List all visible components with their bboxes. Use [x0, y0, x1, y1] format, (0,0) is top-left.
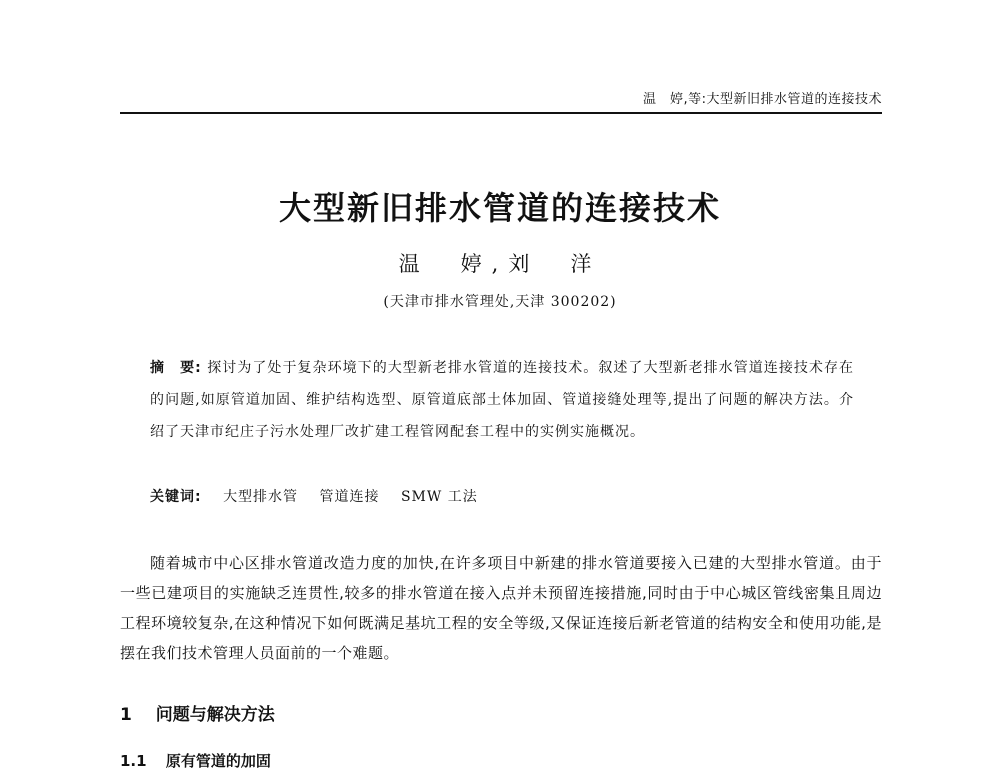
abstract-text: 探讨为了处于复杂环境下的大型新老排水管道的连接技术。叙述了大型新老排水管道连接技术存在的问题,如原管道加固、维护结构选型、原管道底部土体加固、管道接缝处理等,提出了问题的解决方法。介绍了天津市纪庄子污水处理厂改扩建工程管网配套工程中的实例实施概况。	[150, 360, 855, 440]
subsection-title: 原有管道的加固	[165, 752, 271, 770]
affiliation: (天津市排水管理处,天津 300202)	[383, 294, 617, 310]
abstract-label: 摘 要:	[150, 360, 202, 376]
section-number: 1	[120, 705, 132, 725]
keyword-item: 大型排水管	[223, 489, 299, 505]
author-list: 温 婷,刘 洋	[398, 252, 602, 276]
paper-title: 大型新旧排水管道的连接技术	[278, 189, 721, 227]
keyword-item: SMW 工法	[400, 489, 478, 505]
subsection-heading	[120, 750, 271, 771]
section-heading	[120, 700, 275, 725]
keyword-item: 管道连接	[319, 489, 380, 505]
keywords-label: 关键词:	[150, 489, 202, 505]
section-title: 问题与解决方法	[155, 705, 275, 725]
intro-paragraph: 随着城市中心区排水管道改造力度的加快,在许多项目中新建的排水管道要接入已建的大型排水管道。由于一些已建项目的实施缺乏连贯性,较多的排水管道在接入点并未预留连接措施,同时由于中心城区管线密集且周边工程环境较复杂,在这种情况下如何既满足基坑工程的安全等级,又保证连接后新老管道的结构安全和使用功能,是摆在我们技术管理人员面前的一个难题。	[120, 554, 882, 662]
header-rule	[120, 112, 882, 114]
abstract-block	[150, 352, 854, 448]
keywords-block	[150, 486, 854, 506]
running-header: 温 婷,等:大型新旧排水管道的连接技术	[642, 92, 882, 107]
subsection-number: 1.1	[120, 752, 147, 770]
